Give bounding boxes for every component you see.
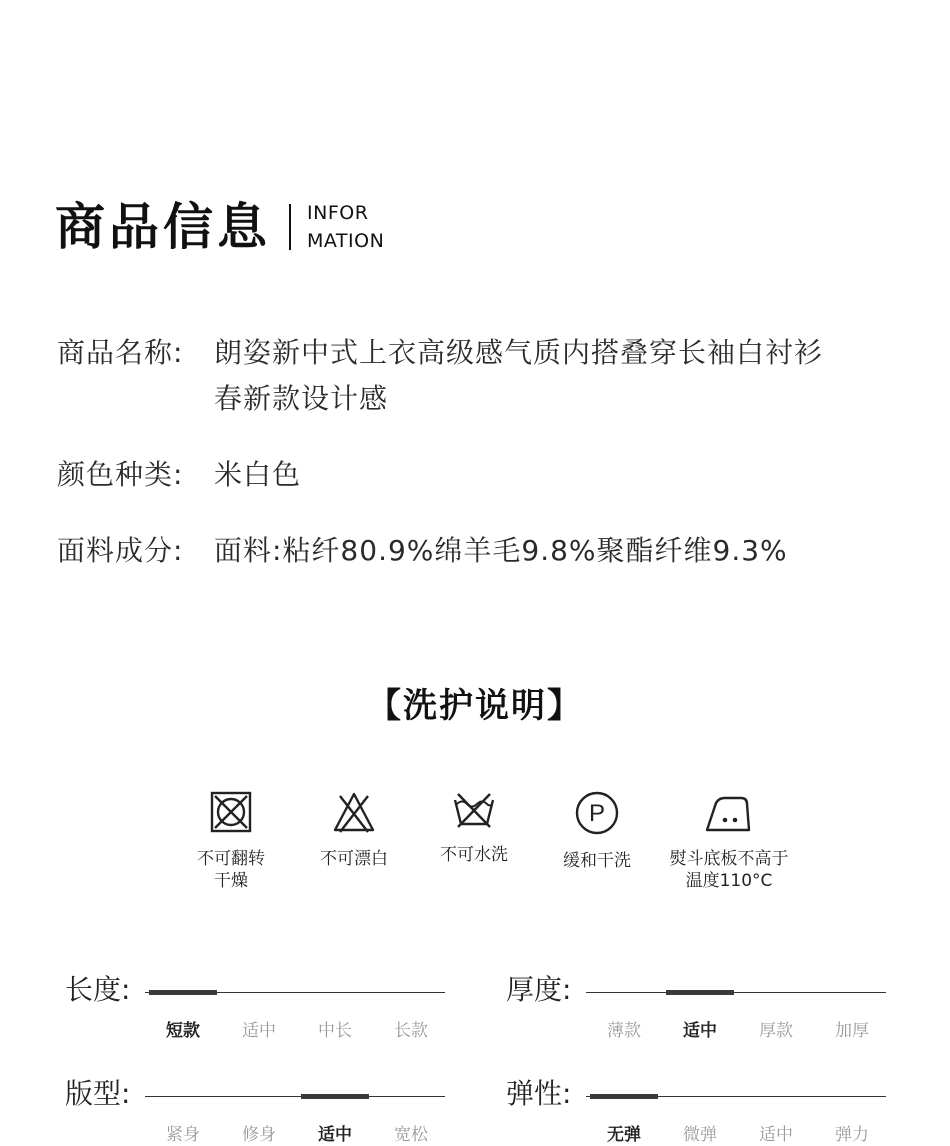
no-tumble-dry-icon — [209, 790, 253, 834]
product-name-label: 商品名称: — [57, 336, 184, 369]
subtitle-line-1: INFOR — [307, 202, 369, 224]
care-text-line-2: 干燥 — [214, 871, 248, 891]
fabric-value: 面料:粘纤80.9%绵羊毛9.8%聚酯纤维9.3% — [214, 534, 788, 567]
care-item-no-tumble-dry — [171, 790, 291, 892]
color-value: 米白色 — [214, 458, 302, 491]
care-text-line-1: 熨斗底板不高于 — [669, 849, 789, 869]
care-title: 【洗护说明】 — [367, 686, 583, 726]
scale-indicator — [666, 990, 734, 995]
scale-indicator — [149, 990, 217, 995]
scale-option: 厚款 — [759, 1021, 793, 1041]
section-title: 商品信息 — [55, 198, 271, 256]
section-subtitle-en — [307, 199, 384, 255]
care-text-line-2: 温度110°C — [685, 871, 773, 891]
thickness-scale — [506, 972, 886, 1042]
scale-option: 适中 — [242, 1021, 276, 1041]
scale-option: 薄款 — [607, 1021, 641, 1041]
scale-indicator — [301, 1094, 369, 1099]
elasticity-label: 弹性: — [506, 1077, 572, 1110]
care-text-line-1: 缓和干洗 — [563, 851, 631, 871]
scale-option: 适中 — [318, 1125, 352, 1145]
iron-icon — [703, 790, 755, 834]
scale-option: 微弹 — [683, 1125, 717, 1145]
length-label: 长度: — [65, 973, 131, 1006]
scale-option: 无弹 — [607, 1125, 641, 1145]
length-scale — [65, 972, 445, 1042]
no-bleach-icon — [332, 790, 376, 834]
elasticity-scale — [506, 1076, 886, 1146]
scale-line — [586, 992, 886, 993]
care-item-no-bleach — [294, 790, 414, 870]
scale-option: 宽松 — [394, 1125, 428, 1145]
care-text-line-1: 不可翻转 — [197, 849, 265, 869]
scale-option: 加厚 — [835, 1021, 869, 1041]
scale-option: 短款 — [166, 1021, 200, 1041]
care-item-iron — [654, 790, 804, 892]
fit-label: 版型: — [65, 1077, 131, 1110]
scale-option: 长款 — [394, 1021, 428, 1041]
scale-option: 中长 — [318, 1021, 352, 1041]
product-name-line-1: 朗姿新中式上衣高级感气质内搭叠穿长袖白衬衫 — [214, 336, 824, 369]
product-name-line-2: 春新款设计感 — [214, 382, 389, 415]
thickness-label: 厚度: — [506, 973, 572, 1006]
product-name-value — [214, 330, 897, 422]
scale-option: 紧身 — [166, 1125, 200, 1145]
no-wash-icon — [452, 790, 496, 830]
fabric-row — [57, 528, 897, 574]
scale-option: 适中 — [759, 1125, 793, 1145]
color-row — [57, 452, 897, 498]
product-name-row — [57, 330, 897, 422]
subtitle-line-2: MATION — [307, 230, 385, 252]
dry-clean-icon — [574, 790, 620, 836]
title-divider — [289, 204, 291, 250]
care-text-line-1: 不可水洗 — [440, 845, 508, 865]
fit-scale — [65, 1076, 445, 1146]
fabric-label: 面料成分: — [57, 534, 184, 567]
scale-option: 弹力 — [835, 1125, 869, 1145]
section-header — [55, 196, 384, 258]
scale-option: 修身 — [242, 1125, 276, 1145]
care-item-dry-clean — [537, 790, 657, 872]
scale-line — [145, 1096, 445, 1097]
scale-indicator — [590, 1094, 658, 1099]
color-label: 颜色种类: — [57, 458, 184, 491]
dry-clean-symbol: P — [588, 800, 606, 827]
scale-option: 适中 — [683, 1021, 717, 1041]
care-item-no-wash — [414, 790, 534, 866]
care-text-line-1: 不可漂白 — [320, 849, 388, 869]
